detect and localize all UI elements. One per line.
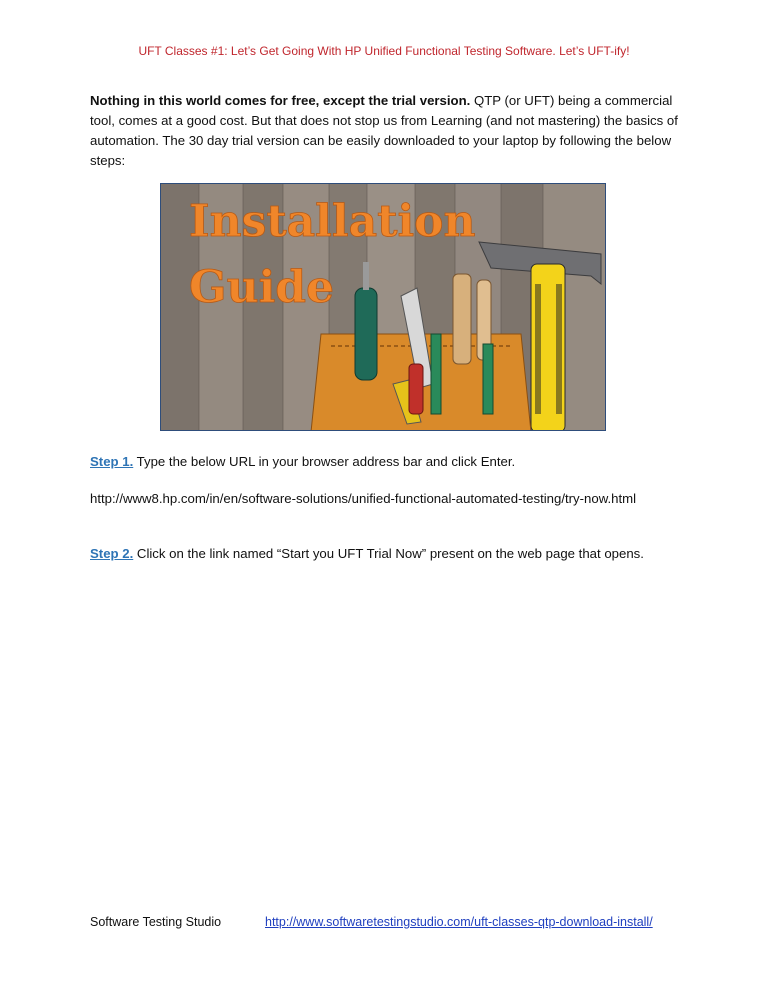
trial-url-text: http://www8.hp.com/in/en/software-solutions/unified-functional-automated-testing/try-now.html xyxy=(90,491,637,506)
footer-link[interactable]: http://www.softwaretestingstudio.com/uft-classes-qtp-download-install/ xyxy=(265,915,653,929)
footer-brand: Software Testing Studio xyxy=(90,915,222,929)
step-1 xyxy=(90,452,690,472)
figure-title-line1: Installation xyxy=(189,196,476,247)
step-2-text: Click on the link named “Start you UFT Trial Now” present on the web page that opens. xyxy=(133,546,644,561)
installation-guide-image xyxy=(160,183,606,431)
step-1-text: Type the below URL in your browser address bar and click Enter. xyxy=(133,454,516,469)
intro-bold-lead: Nothing in this world comes for free, except the trial version. xyxy=(90,93,471,108)
page-header: UFT Classes #1: Let’s Get Going With HP Unified Functional Testing Software. Let’s UFT-ify! xyxy=(138,44,630,58)
step-1-label[interactable]: Step 1. xyxy=(90,454,134,469)
step-2-label[interactable]: Step 2. xyxy=(90,546,134,561)
intro-paragraph xyxy=(90,91,680,171)
intro-text: QTP (or UFT) being a commercial tool, comes at a good cost. But that does not stop us from Learning (and not mastering) the basics of automation. The 30 day trial version can be easily downloaded to your laptop by following the below steps: xyxy=(90,93,678,168)
figure-title-line2: Guide xyxy=(189,262,335,313)
step-2 xyxy=(90,544,690,564)
